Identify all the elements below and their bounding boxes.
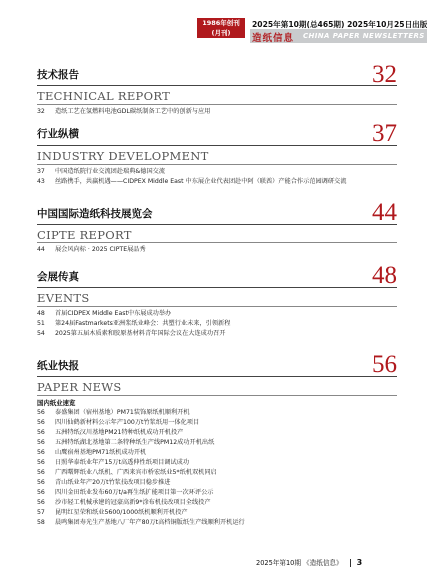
list-item[interactable]: 48 首届CIDPEX Middle East中东展成功举办 (37, 310, 172, 317)
section-thin-rule (37, 242, 397, 243)
section-title-en: EVENTS (37, 291, 90, 305)
section-thin-rule (37, 395, 397, 396)
list-item[interactable]: 56 日照华泰纸业年产15万t高透伸性纸项目调试成功 (37, 459, 190, 466)
founding-badge (197, 18, 245, 38)
section-rule (37, 85, 397, 86)
list-item[interactable]: 56 青山纸业年产20万t竹浆技改项目稳步推进 (37, 479, 171, 486)
list-item[interactable]: 56 五洲特纸汉川基地PM21特种纸机成功开机投产 (37, 429, 184, 436)
list-item[interactable]: 51 第24届Fastmarkets亚洲浆纸业峰会：共塑行业未来，引领新程 (37, 320, 231, 327)
section-page: 48 (372, 262, 397, 289)
section-rule (37, 145, 397, 146)
list-item[interactable]: 44 展会风向标 · 2025 CIPTE展品秀 (37, 246, 146, 253)
journal-name-en: CHINA PAPER NEWSLETTERS (303, 32, 425, 40)
list-item[interactable]: 56 四川仙鹤新材料公示年产100万t竹浆纸用一体化项目 (37, 419, 200, 426)
section-rule (37, 287, 397, 288)
subheading-domestic-news: 国内纸业速览 (37, 399, 76, 407)
footer-separator (350, 559, 351, 567)
list-item[interactable]: 56 沙市轻工机械承建的冠豪高新9*涂布机技改项目全线投产 (37, 499, 211, 506)
list-item[interactable]: 56 广西曙辉纸业八纸机、广西来宾市桥宏纸业5*纸机双机同启 (37, 469, 217, 476)
section-thin-rule (37, 306, 397, 307)
section-thin-rule (37, 164, 397, 165)
section-title-en: INDUSTRY DEVELOPMENT (37, 149, 209, 163)
issue-info: 2025年第10期(总465期) 2025年10月25日出版 (252, 20, 427, 29)
list-item[interactable]: 32 造纸工艺在氢燃料电池GDL碳纸制备工艺中的创新与应用 (37, 108, 211, 115)
list-item[interactable]: 37 中国造纸院行业交流团赴瑞典&德国交流 (37, 168, 166, 175)
list-item[interactable]: 58 晨鸣集团寿光生产基地八厂年产80万t高档铜版纸生产线顺利开机运行 (37, 519, 245, 526)
article-list (37, 398, 397, 528)
section-title-en: TECHNICAL REPORT (37, 89, 171, 103)
article-list (37, 107, 397, 117)
section-rule (37, 224, 397, 225)
article-list (37, 167, 397, 187)
section-title: 技术报告 (37, 69, 79, 81)
list-item[interactable]: 56 五洲特纸湖北基地第二条特种纸生产线PM12成功开机出纸 (37, 439, 215, 446)
list-item[interactable]: 56 泰盛集团（宿州基地）PM71装饰原纸机顺利开机 (37, 409, 190, 416)
section-thin-rule (37, 104, 397, 105)
badge-frequency: (月刊) (211, 28, 231, 37)
section-title: 中国国际造纸科技展览会 (37, 208, 153, 220)
list-item[interactable]: 57 昆明红星荣和纸业5600/1000纸机顺利开机投产 (37, 509, 188, 516)
list-item[interactable]: 56 四川金田纸业发布60万t/a再生纸扩能项目第一次环评公示 (37, 489, 214, 496)
section-title: 行业纵横 (37, 128, 79, 140)
page-footer (256, 557, 362, 567)
section-page: 56 (372, 351, 397, 378)
section-title-en: PAPER NEWS (37, 380, 122, 394)
section-title: 会展传真 (37, 271, 79, 283)
badge-year: 1986年创刊 (202, 19, 240, 27)
section-rule (37, 376, 397, 377)
list-item[interactable]: 54 2025第五届木质素和胶原基材料青年国际会议在大连成功召开 (37, 330, 226, 337)
page-number: 3 (356, 558, 363, 567)
article-list (37, 309, 397, 339)
section-page: 44 (372, 199, 397, 226)
section-page: 32 (372, 61, 397, 88)
section-title: 纸业快报 (37, 360, 79, 372)
section-page: 37 (372, 120, 397, 147)
masthead (0, 0, 427, 44)
journal-name-cn: 造纸信息 (252, 33, 295, 44)
footer-issue: 2025年第10期 《造纸信息》 (256, 559, 343, 567)
section-title-en: CIPTE REPORT (37, 228, 132, 242)
list-item[interactable]: 56 山鹰宿州基地PM71纸机成功开机 (37, 449, 147, 456)
list-item[interactable]: 43 丝路携手，共赢机遇——CIDPEX Middle East 中东展企业代表团赴中阿（联酋）产能合作示范园调研交流 (37, 178, 347, 185)
article-list (37, 245, 397, 255)
